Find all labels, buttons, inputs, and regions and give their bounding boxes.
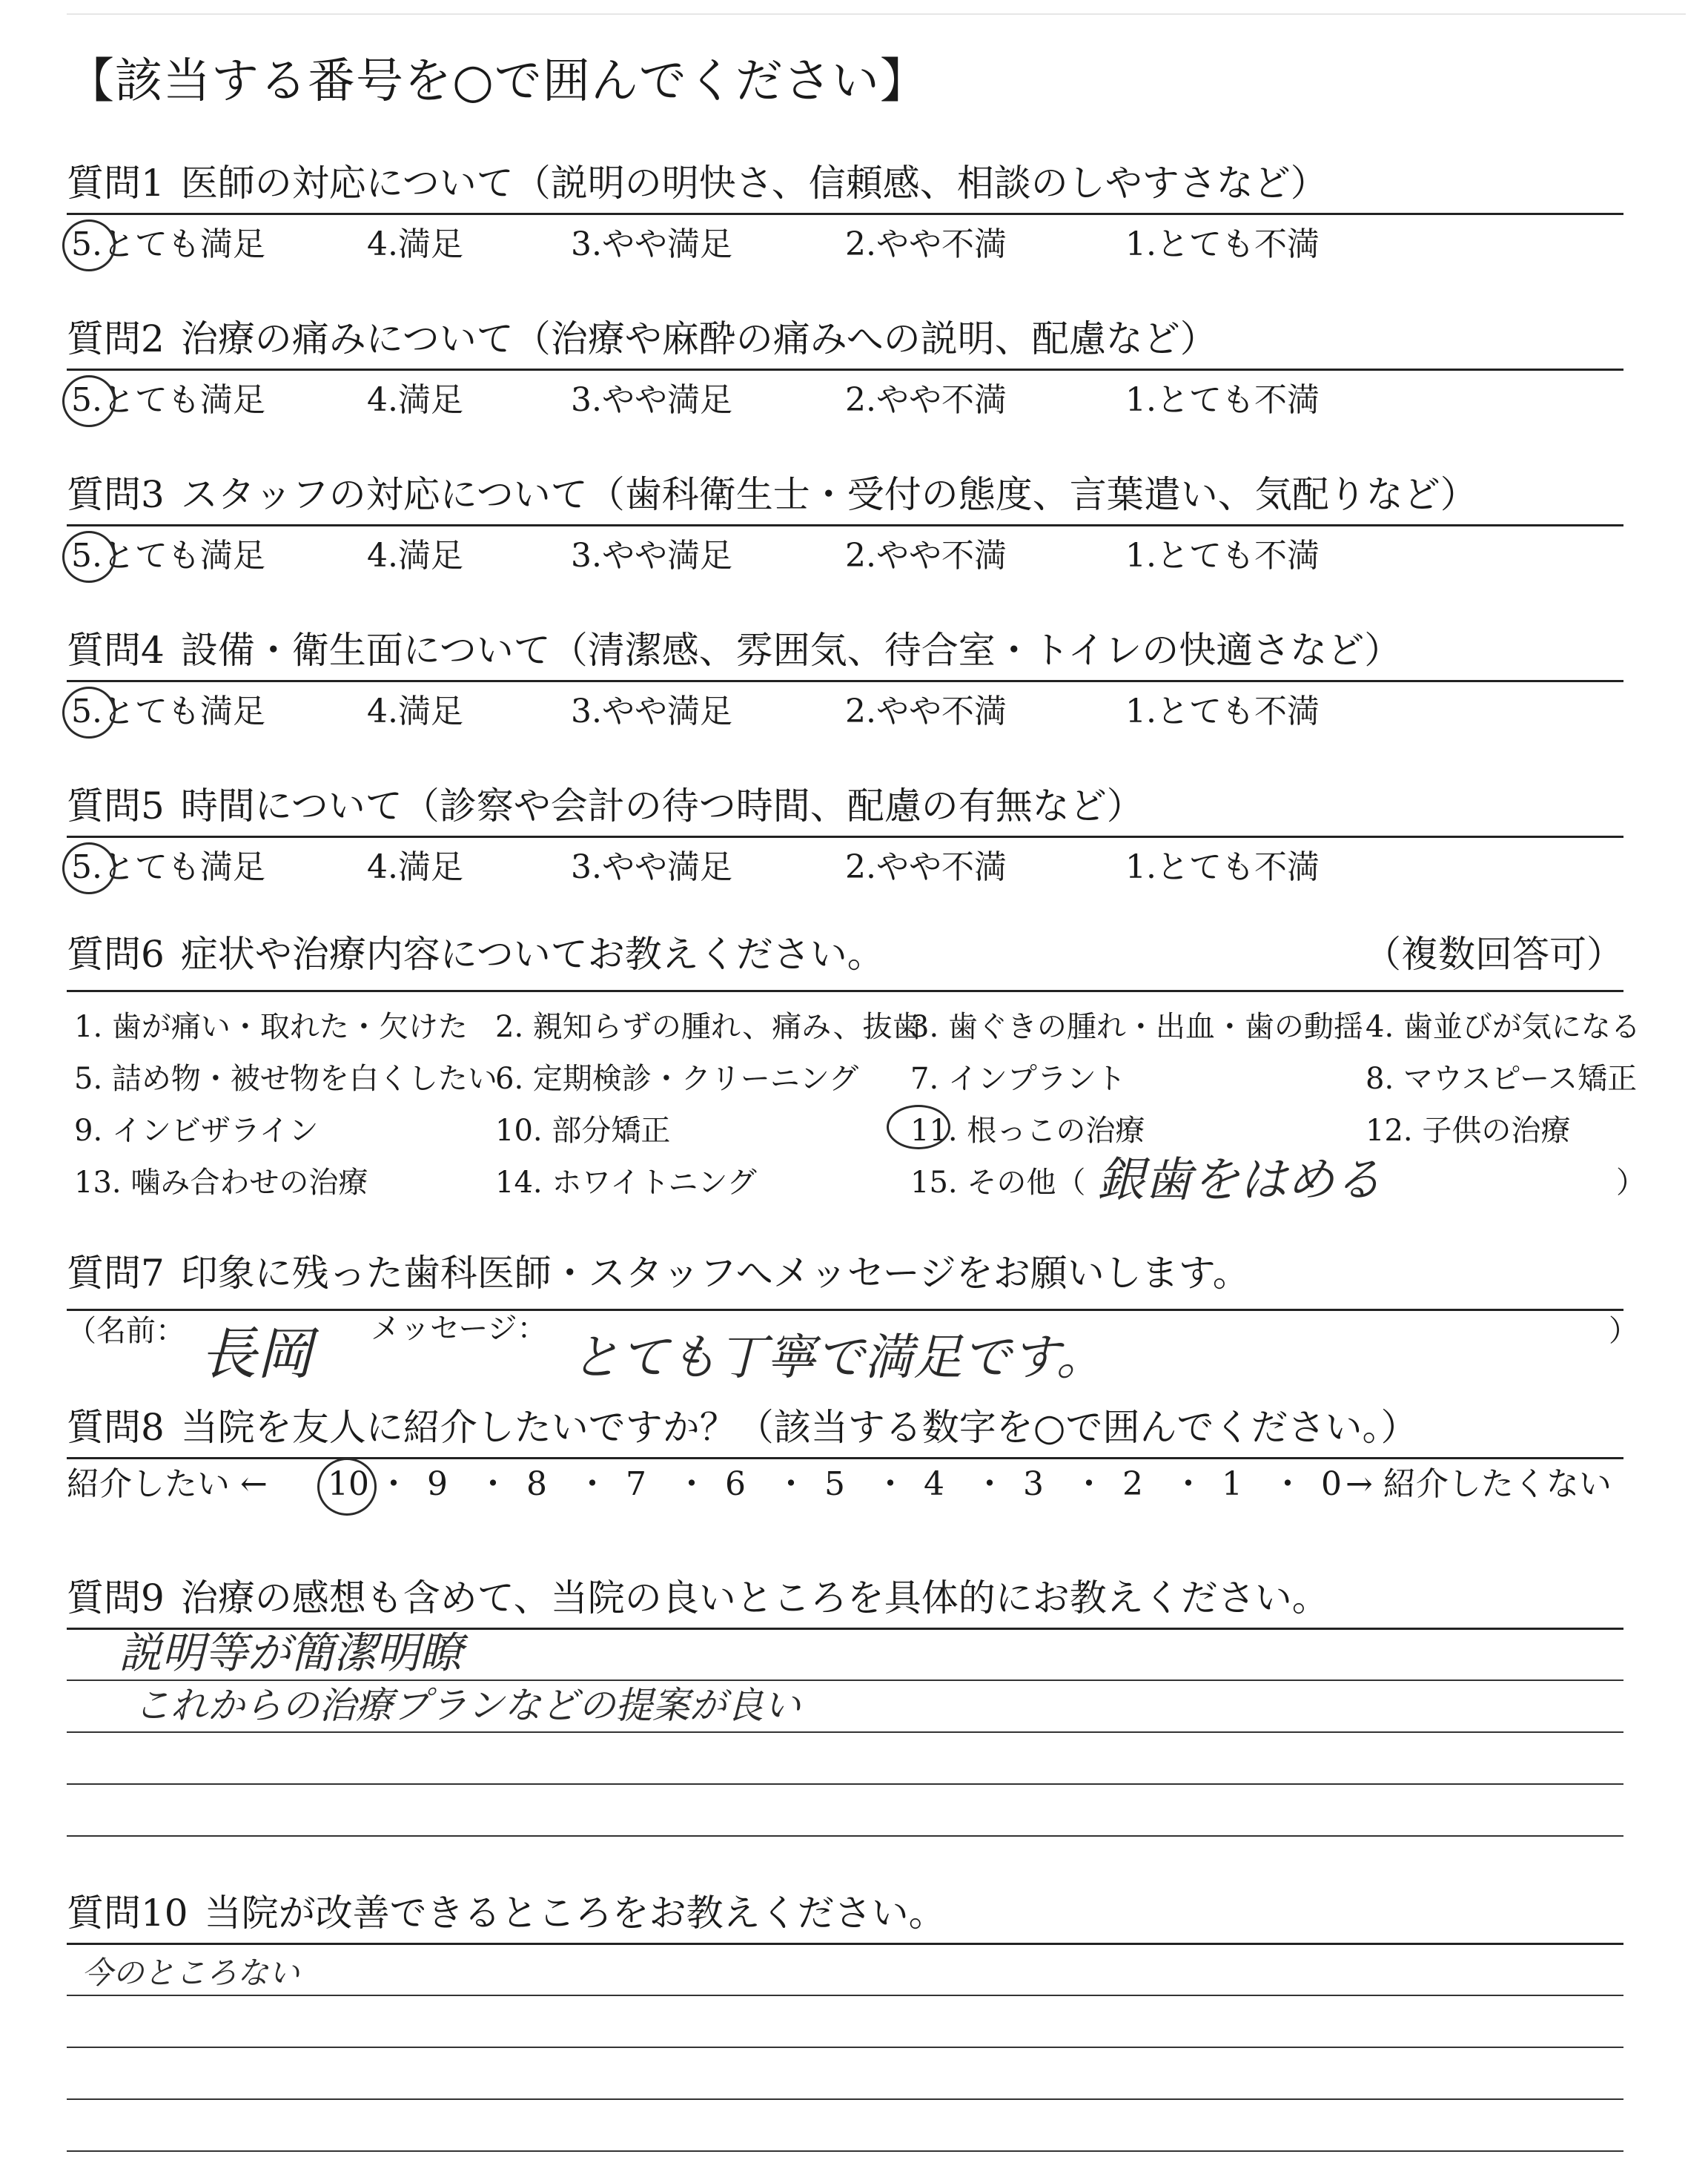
q9-line-3 [67,1783,1623,1785]
q5-text: 時間について（診察や会計の待つ時間、配慮の有無など） [180,785,1144,828]
q8-selection-circle [317,1458,377,1516]
q10-line-4 [67,2150,1623,2152]
q10-text: 当院が改善できるところをお教えください。 [204,1892,946,1935]
q6-option-2[interactable]: 2. 親知らずの腫れ、痛み、抜歯 [495,1010,922,1044]
q2-selection-circle [62,375,116,427]
q7-message-label: メッセージ： [371,1312,547,1346]
q5-selection-circle [62,842,116,894]
q7-name-value: 長岡 [200,1321,313,1387]
q8-scale-10[interactable]: 10 [328,1465,369,1503]
q8-scale-separator: ・ [477,1465,509,1503]
q6-option-8[interactable]: 8. マウスピース矯正 [1366,1062,1638,1096]
q3-option-3[interactable]: 3.やや満足 [571,537,732,575]
q8-scale-separator: ・ [775,1465,807,1503]
q2-number: 質問2 [67,317,165,360]
q6-option-10[interactable]: 10. 部分矯正 [495,1114,671,1148]
q8-scale-1[interactable]: 1 [1222,1465,1242,1503]
q8-right-label: → 紹介したくない [1345,1465,1612,1503]
q8-text: 当院を友人に紹介したいですか？（該当する数字を○で囲んでください。） [180,1406,1418,1449]
q2-text: 治療の痛みについて（治療や麻酔の痛みへの説明、配慮など） [180,317,1217,360]
q6-option-5[interactable]: 5. 詰め物・被せ物を白くしたい [74,1062,497,1096]
q5-number: 質問5 [67,785,165,828]
q10-line-3 [67,2098,1623,2100]
q1-title [67,162,1328,205]
q1-option-3[interactable]: 3.やや満足 [571,225,732,263]
q3-rule [67,524,1623,526]
q1-option-4[interactable]: 4.満足 [367,225,463,263]
q9-text: 治療の感想も含めて、当院の良いところを具体的にお教えください。 [180,1576,1329,1619]
q8-scale-separator: ・ [377,1465,410,1503]
q6-option-14[interactable]: 14. ホワイトニング [495,1166,757,1200]
page-top-edge [67,13,1686,15]
q5-title [67,785,1144,828]
q9-answer-1: 説明等が簡潔明瞭 [119,1628,463,1678]
q2-option-2[interactable]: 2.やや不満 [845,381,1007,419]
q1-text: 医師の対応について（説明の明快さ、信頼感、相談のしやすさなど） [180,162,1328,205]
q4-text: 設備・衛生面について（清潔感、雰囲気、待合室・トイレの快適さなど） [180,629,1402,672]
q6-option-13[interactable]: 13. 噛み合わせの治療 [74,1166,368,1200]
q1-selection-circle [62,219,116,271]
q8-scale-separator: ・ [675,1465,708,1503]
q4-title [67,629,1402,672]
q4-option-5[interactable]: 5.とても満足 [71,693,265,730]
q7-title [67,1252,1250,1295]
q8-scale-0[interactable]: 0 [1321,1465,1342,1503]
q5-option-4[interactable]: 4.満足 [367,848,463,886]
q8-left-label: 紹介したい ← [67,1465,268,1503]
q8-scale-4[interactable]: 4 [924,1465,944,1503]
q6-option-12[interactable]: 12. 子供の治療 [1366,1114,1571,1148]
q1-option-5[interactable]: 5.とても満足 [71,225,265,263]
q8-rule [67,1457,1623,1459]
q4-selection-circle [62,687,116,739]
q4-option-2[interactable]: 2.やや不満 [845,693,1007,730]
q9-answer-2: これからの治療プランなどの提案が良い [133,1684,801,1727]
q8-scale-separator: ・ [1172,1465,1205,1503]
q6-other-answer: 銀歯をはめる [1097,1153,1382,1208]
q6-option-6[interactable]: 6. 定期検診・クリーニング [495,1062,859,1096]
q6-rule [67,990,1623,992]
q3-text: スタッフの対応について（歯科衛生士・受付の態度、言葉遣い、気配りなど） [180,473,1477,516]
q8-scale-2[interactable]: 2 [1122,1465,1143,1503]
q6-selection-circle [887,1105,950,1149]
q8-scale-3[interactable]: 3 [1023,1465,1044,1503]
q4-option-3[interactable]: 3.やや満足 [571,693,732,730]
q4-option-4[interactable]: 4.満足 [367,693,463,730]
q9-title [67,1576,1329,1619]
q3-selection-circle [62,531,116,583]
q2-rule [67,369,1623,371]
q7-rule [67,1309,1623,1311]
q8-scale-9[interactable]: 9 [427,1465,448,1503]
q8-scale-separator: ・ [576,1465,609,1503]
q5-option-3[interactable]: 3.やや満足 [571,848,732,886]
q6-option-4[interactable]: 4. 歯並びが気になる [1366,1010,1641,1044]
q5-option-5[interactable]: 5.とても満足 [71,848,265,886]
q8-scale-8[interactable]: 8 [526,1465,547,1503]
q7-message-value: とても丁寧で満足です。 [571,1329,1105,1386]
form-header: 【該当する番号を○で囲んでください】 [67,54,928,109]
q9-line-2 [67,1731,1623,1733]
q4-option-1[interactable]: 1.とても不満 [1125,693,1320,730]
q1-rule [67,213,1623,215]
q6-option-7[interactable]: 7. インプラント [910,1062,1126,1096]
q8-scale-6[interactable]: 6 [725,1465,746,1503]
q3-number: 質問3 [67,473,165,516]
q2-title [67,317,1217,360]
q6-option-11[interactable]: 11. 根っこの治療 [910,1114,1145,1148]
q3-option-4[interactable]: 4.満足 [367,537,463,575]
q8-scale-separator: ・ [973,1465,1006,1503]
q3-option-1[interactable]: 1.とても不満 [1125,537,1320,575]
q3-title [67,473,1477,516]
q8-scale-separator: ・ [1271,1465,1304,1503]
q7-name-label: （名前： [67,1314,185,1348]
q2-option-4[interactable]: 4.満足 [367,381,463,419]
q9-line-1 [67,1680,1623,1681]
q3-option-2[interactable]: 2.やや不満 [845,537,1007,575]
q6-other-close: ） [1616,1166,1646,1200]
q10-number: 質問10 [67,1892,188,1935]
q1-option-2[interactable]: 2.やや不満 [845,225,1007,263]
q10-answer-1: 今のところない [82,1955,300,1991]
q10-line-2 [67,2047,1623,2048]
q9-number: 質問9 [67,1576,165,1619]
q5-option-1[interactable]: 1.とても不満 [1125,848,1320,886]
q6-option-1[interactable]: 1. 歯が痛い・取れた・欠けた [74,1010,468,1044]
q2-option-5[interactable]: 5.とても満足 [71,381,265,419]
q5-rule [67,836,1623,838]
q7-text: 印象に残った歯科医師・スタッフへメッセージをお願いします。 [180,1252,1250,1295]
q8-number: 質問8 [67,1406,165,1449]
q6-text: 症状や治療内容についてお教えください。 [180,933,884,976]
q7-close-paren: ） [1609,1314,1638,1348]
q2-option-3[interactable]: 3.やや満足 [571,381,732,419]
q4-number: 質問4 [67,629,165,672]
q6-note: （複数回答可） [1364,933,1623,976]
q8-scale-5[interactable]: 5 [824,1465,845,1503]
q8-scale-separator: ・ [874,1465,907,1503]
q10-line-1 [67,1995,1623,1996]
q4-rule [67,680,1623,682]
q6-number: 質問6 [67,933,165,976]
q6-option-3[interactable]: 3. 歯ぐきの腫れ・出血・歯の動揺 [910,1010,1363,1044]
q10-rule [67,1943,1623,1945]
q8-title [67,1406,1418,1449]
q10-title [67,1892,946,1935]
q6-option-9[interactable]: 9. インビザライン [74,1114,319,1148]
q3-option-5[interactable]: 5.とても満足 [71,537,265,575]
q8-scale-7[interactable]: 7 [626,1465,646,1503]
q2-option-1[interactable]: 1.とても不満 [1125,381,1320,419]
q5-option-2[interactable]: 2.やや不満 [845,848,1007,886]
q6-option-15[interactable]: 15. その他（ [910,1166,1086,1200]
q1-number: 質問1 [67,162,165,205]
q6-title [67,933,884,976]
q8-scale-separator: ・ [1073,1465,1105,1503]
q9-line-4 [67,1835,1623,1837]
q1-option-1[interactable]: 1.とても不満 [1125,225,1320,263]
q7-number: 質問7 [67,1252,165,1295]
